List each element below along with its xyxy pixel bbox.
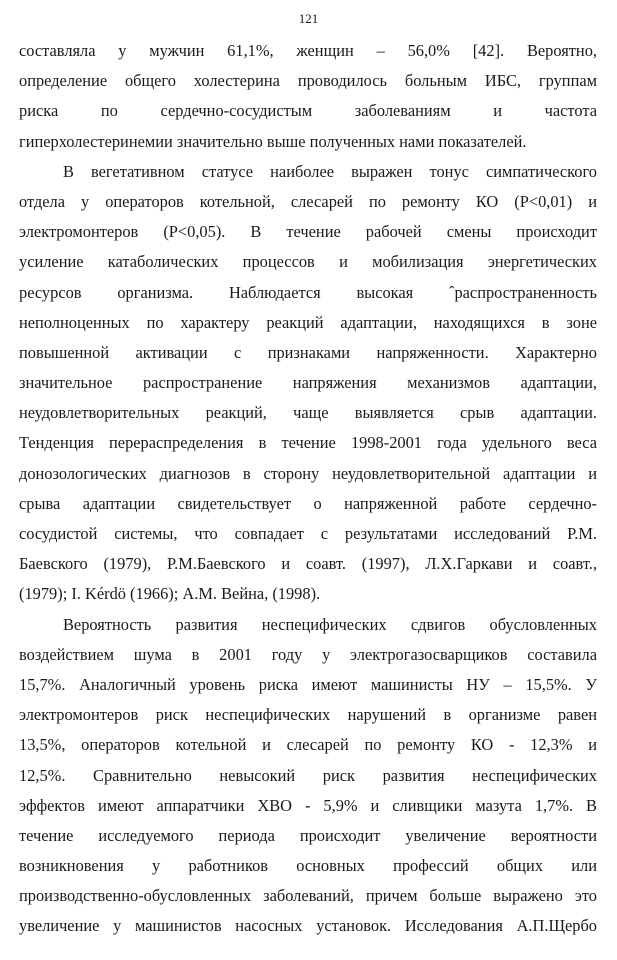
text-line: сосудистой системы, что совпадает с результатами исследований Р.М.: [19, 524, 597, 543]
text-line: В вегетативном статусе наиболее выражен тонус симпатического: [63, 161, 597, 181]
text-line: составляла у мужчин 61,1%, женщин – 56,0% [42]. Вероятно,: [19, 41, 597, 60]
text-line: 15,7%. Аналогичный уровень риска имеют машинисты НУ – 15,5%. У: [19, 674, 597, 694]
text-line: ресурсов организма. Наблюдается высокая ˆраспространенность: [19, 282, 597, 302]
text-line: течение исследуемого периода происходит увеличение вероятности: [19, 825, 597, 845]
text-line: гиперхолестеринемии значительно выше полученных нами показателей.: [19, 131, 527, 151]
text-line: срыва адаптации свидетельствует о напряженной работе сердечно-: [19, 493, 597, 513]
text-line: Тенденция перераспределения в течение 1998-2001 года удельного веса: [19, 433, 597, 453]
text-line: риска по сердечно-сосудистым заболеваниям и частота: [19, 101, 597, 121]
document-body: [19, 36, 597, 942]
text-line: определение общего холестерина проводилось больным ИБС, группам: [19, 71, 597, 91]
text-line: 12,5%. Сравнительно невысокий риск развития неспецифических: [19, 765, 597, 785]
text-line: донозологических диагнозов в сторону неудовлетворительной адаптации и: [19, 463, 597, 483]
text-line: электромонтеров (Р<0,05). В течение рабочей смены происходит: [19, 222, 597, 242]
text-line: (1979); I. Kérdö (1966); А.М. Вейна, (1998).: [19, 584, 321, 604]
text-line: 13,5%, операторов котельной и слесарей по ремонту КО - 12,3% и: [19, 735, 597, 755]
text-line: повышенной активации с признаками напряженности. Характерно: [19, 342, 597, 362]
text-line: эффектов имеют аппаратчики ХВО - 5,9% и сливщики мазута 1,7%. В: [19, 795, 597, 815]
text-line: неудовлетворительных реакций, чаще выявляется срыв адаптации.: [19, 403, 597, 423]
page-number: 121: [298, 11, 319, 26]
text-line: Вероятность развития неспецифических сдвигов обусловленных: [63, 614, 597, 634]
text-line: Баевского (1979), Р.М.Баевского и соавт. (1997), Л.Х.Гаркави и соавт.,: [19, 554, 597, 574]
text-line: производственно-обусловленных заболеваний, причем больше выражено это: [19, 886, 597, 906]
text-line: значительное распространение напряжения механизмов адаптации,: [19, 373, 597, 393]
text-line: воздействием шума в 2001 году у электрогазосварщиков составила: [19, 644, 597, 664]
text-line: усиление катаболических процессов и мобилизация энергетических: [19, 252, 597, 272]
text-line: неполноценных по характеру реакций адаптации, находящихся в зоне: [19, 312, 597, 332]
text-line: увеличение у машинистов насосных установок. Исследования А.П.Щербо: [19, 916, 597, 936]
text-line: возникновения у работников основных профессий общих или: [19, 856, 597, 876]
text-line: отдела у операторов котельной, слесарей по ремонту КО (Р<0,01) и: [19, 191, 597, 211]
text-line: электромонтеров риск неспецифических нарушений в организме равен: [19, 705, 597, 725]
